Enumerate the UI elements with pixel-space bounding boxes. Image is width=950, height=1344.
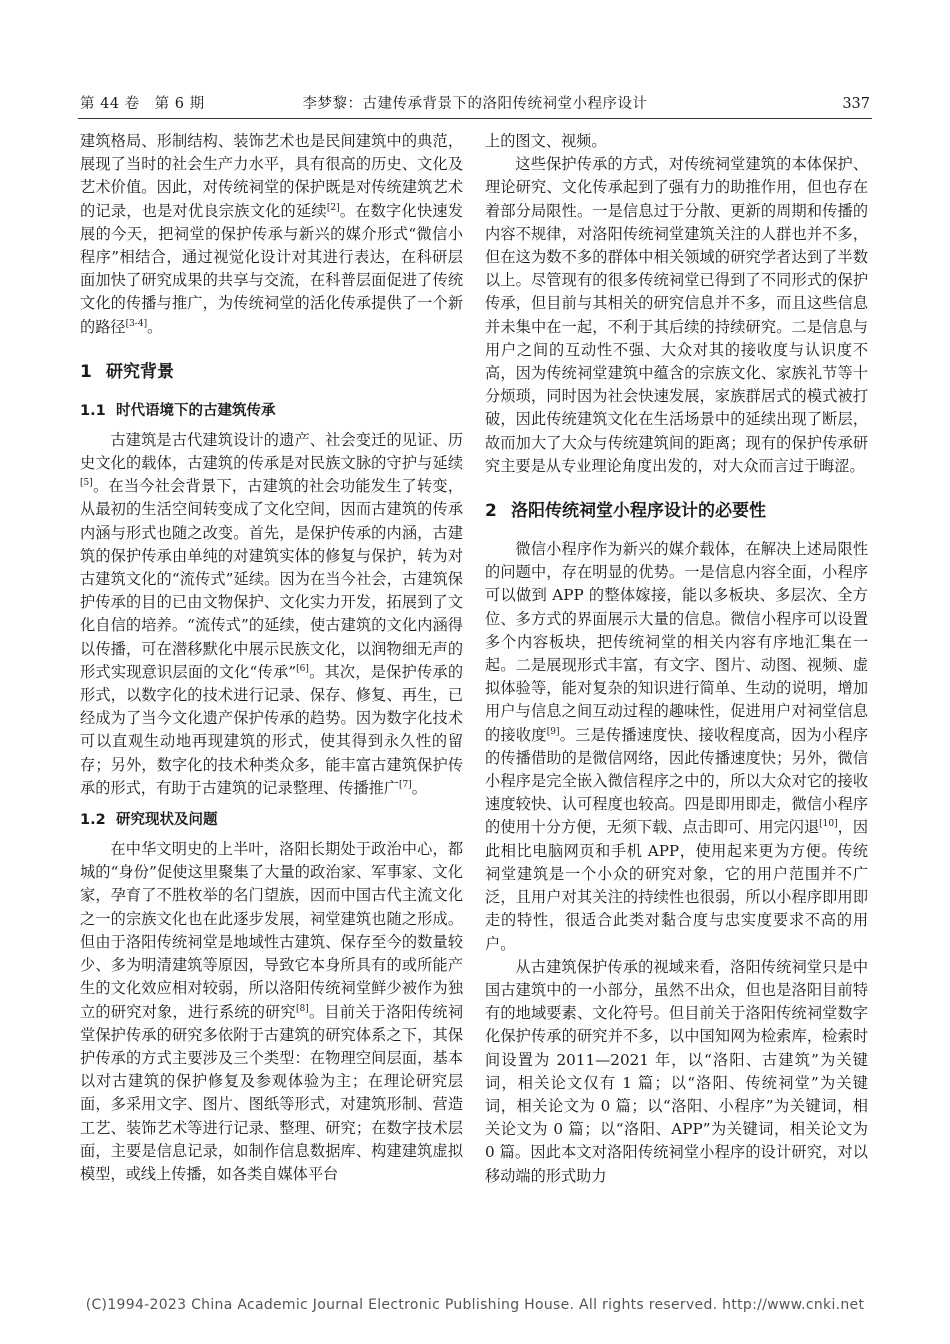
running-header — [78, 94, 872, 119]
citation[interactable]: [7] — [398, 779, 412, 790]
right-column — [485, 130, 868, 1230]
citation[interactable]: [5] — [80, 478, 93, 489]
copyright-footer: (C)1994-2023 China Academic Journal Electronic Publishing House. All rights reserved. http://www.cnki.net — [85, 1297, 865, 1313]
citation[interactable]: [3-4] — [125, 318, 148, 329]
citation[interactable]: [6] — [296, 663, 309, 674]
paragraph-1-1: 古建筑是古代建筑设计的遗产、社会变迁的见证、历史文化的载体，古建筑的传承是对民族文脉的守护与延续[5]。在当今社会背景下，古建筑的社会功能发生了转变，从最初的生活空间转变成了文化空间，因而古建筑的传承内涵与形式也随之改变。首先，是保护传承的内涵，古建筑的保护传承由单纯的对建筑实体的修复与保护，转为对古建筑文化的“流传式”延续。因为在当今社会，古建筑保护传承的目的已由文物保护、文化实力开发，拓展到了文化自信的培养。“流传式”的延续，使古建筑的文化内涵得以传播，可在潜移默化中展示民族文化，以润物细无声的形式实现意识层面的文化“传承”[6]。其次，是保护传承的形式，以数字化的技术进行记录、保存、修复、再生，已经成为了当今文化遗产保护传承的趋势。因为数字化技术可以直观生动地再现建筑的形式，使其得到永久性的留存；另外，数字化的技术种类众多，能丰富古建筑保护传承的形式，有助于古建筑的记录整理、传播推广[7]。 — [80, 430, 463, 797]
citation[interactable]: [10] — [819, 819, 838, 830]
paragraph-1-2: 在中华文明史的上半叶，洛阳长期处于政治中心，都城的“身份”促使这里聚集了大量的政治家、军事家、文化家，孕育了不胜枚举的名门望族，因而中国古代主流文化之一的宗族文化也在此逐步发展，祠堂建筑也随之形成。但由于洛阳传统祠堂是地域性古建筑、保存至今的数量较少、多为明清建筑等原因，导致它本身所具有的或所能产生的文化效应相对较弱，所以洛阳传统祠堂鲜少被作为独立的研究对象，进行系统的研究[8]。目前关于洛阳传统祠堂保护传承的研究多依附于古建筑的研究体系之下，其保护传承的方式主要涉及三个类型：在物理空间层面，基本以对古建筑的保护修复及参观体验为主；在理论研究层面，多采用文字、图片、图纸等形式，对建筑形制、营造工艺、装饰艺术等进行记录、整理、研究；在数字技术层面，主要是信息记录，如制作信息数据库、构建建筑虚拟模型，或线上传播，如各类自媒体平台 — [80, 840, 463, 1183]
paragraph-research-status: 从古建筑保护传承的视域来看，洛阳传统祠堂只是中国古建筑中的一小部分，虽然不出众，但也是洛阳目前特有的地域要素、文化符号。但目前关于洛阳传统祠堂数字化保护传承的研究并不多，以中国知网为检索库，检索时间设置为 2011—2021 年，以“洛阳、古建筑”为关键词，相关论文仅有 1 篇；以“洛阳、传统祠堂”为关键词，相关论文为 0 篇；以“洛阳、小程序”为关键词，相关论文为 0 篇；以“洛阳、APP”为关键词，相关论文为 0 篇。因此本文对洛阳传统祠堂小程序的设计研究，对以移动端的形式助力 — [485, 957, 868, 1185]
paragraph-continued: 上的图文、视频。 — [485, 132, 607, 150]
section-heading-1: 1 研究背景 — [80, 361, 174, 382]
page-number: 337 — [842, 96, 870, 112]
citation[interactable]: [8] — [295, 1003, 309, 1014]
subsection-heading-1-2: 1.2 研究现状及问题 — [80, 812, 218, 829]
citation[interactable]: [2] — [326, 202, 340, 213]
section-heading-2: 2 洛阳传统祠堂小程序设计的必要性 — [485, 501, 766, 522]
journal-volume: 第 44 卷 第 6 期 — [80, 96, 205, 112]
article-running-title: 李梦黎：古建传承背景下的洛阳传统祠堂小程序设计 — [302, 96, 648, 112]
paragraph-advantages: 微信小程序作为新兴的媒介载体，在解决上述局限性的问题中，存在明显的优势。一是信息内容全面，小程序可以做到 APP 的整体嫁接，能以多板块、多层次、全方位、多方式的界面展示大量的信息。微信小程序可以设置多个内容板块，把传统祠堂的相关内容有序地汇集在一起。二是展现形式丰富，有文字、图片、动图、视频、虚拟体验等，能对复杂的知识进行简单、生动的说明，增加用户与信息之间互动过程的趣味性，促进用户对祠堂信息的接收度[9]。三是传播速度快、接收程度高，因为小程序的传播借助的是微信网络，因此传播速度快；另外，微信小程序是完全嵌入微信程序之中的，所以大众对它的接收速度较快、认可程度也较高。四是即用即走，微信小程序的使用十分方便，无须下载、点击即可、用完闪退[10]，因此相比电脑网页和手机 APP，使用起来更为方便。传统祠堂建筑是一个小众的研究对象，它的用户范围并不广泛，且用户对其关注的持续性也很弱，所以小程序即用即走的特性，很适合此类对黏合度与忠实度要求不高的用户。 — [485, 540, 868, 953]
left-column — [80, 130, 463, 1230]
citation[interactable]: [9] — [546, 726, 560, 737]
intro-paragraph: 建筑格局、形制结构、装饰艺术也是民间建筑中的典范，展现了当时的社会生产力水平，具有很高的历史、文化及艺术价值。因此，对传统祠堂的保护既是对传统建筑艺术的记录，也是对优良宗族文化的延续[2]。在数字化快速发展的今天，把祠堂的保护传承与新兴的媒介形式“微信小程序”相结合，通过视觉化设计对其进行表达，在科研层面加快了研究成果的共享与交流，在科普层面促进了传统文化的传播与推广，为传统祠堂的活化传承提供了一个新的路径[3-4]。 — [80, 132, 463, 336]
subsection-heading-1-1: 1.1 时代语境下的古建筑传承 — [80, 402, 276, 419]
paragraph-limitations: 这些保护传承的方式，对传统祠堂建筑的本体保护、理论研究、文化传承起到了强有力的助推作用，但也存在着部分局限性。一是信息过于分散、更新的周期和传播的内容不规律，对洛阳传统祠堂建筑关注的人群也并不多，但在这为数不多的群体中相关领域的研究学者达到了半数以上。尽管现有的很多传统祠堂已得到了不同形式的保护传承，但目前与其相关的研究信息并不多，而且这些信息并未集中在一起，不利于其后续的持续研究。二是信息与用户之间的互动性不强、大众对其的接收度与认识度不高，因为传统祠堂建筑中蕴含的宗族文化、家族礼节等十分烦琐，同时因为社会快速发展，家族群居式的模式被打破，因此传统建筑文化在生活场景中的延续出现了断层，故而加大了大众与传统建筑间的距离；现有的保护传承研究主要是从专业理论角度出发的，对大众而言过于晦涩。 — [485, 155, 868, 475]
